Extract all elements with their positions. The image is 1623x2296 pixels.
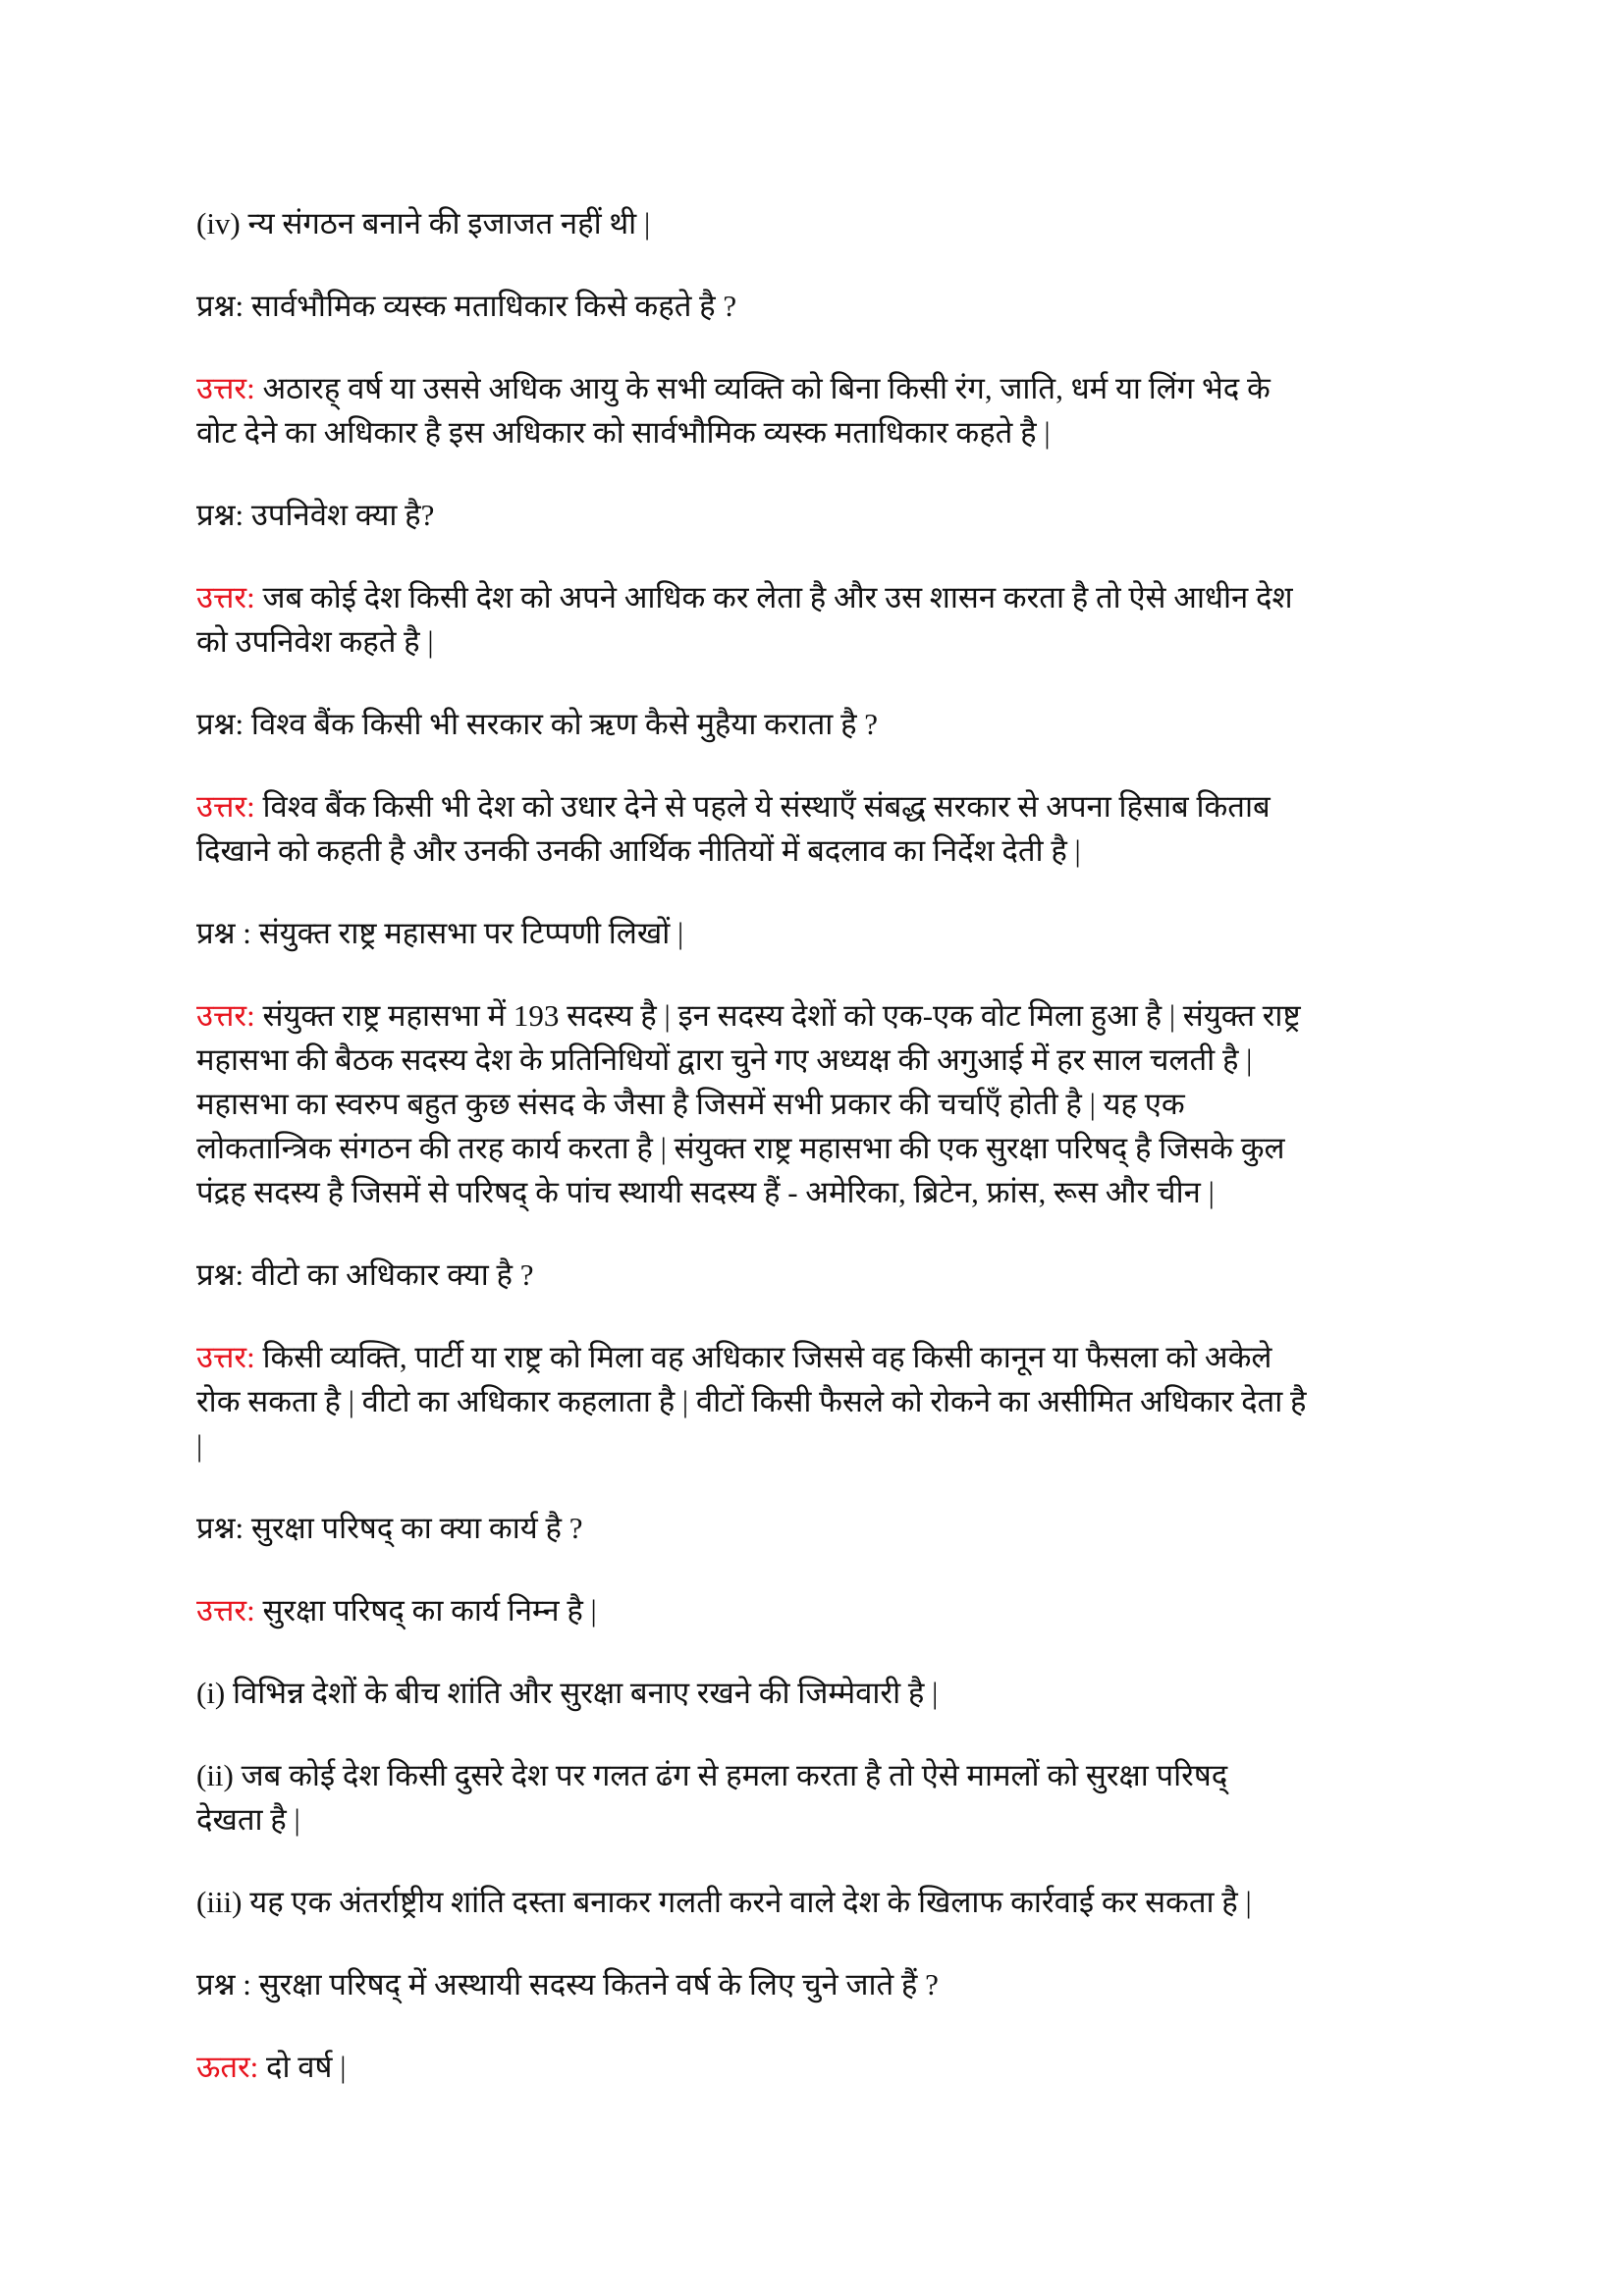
answer-paragraph [196, 2045, 1453, 2089]
question-paragraph [196, 284, 1453, 328]
text-paragraph [196, 1753, 1453, 1842]
text-line [196, 1126, 1453, 1170]
text-line [196, 784, 1453, 828]
line-text: प्रश्न: वीटो का अधिकार क्या है ? [196, 1257, 534, 1292]
question-paragraph [196, 493, 1453, 537]
line-text: विश्व बैंक किसी भी देश को उधार देने से पहले ये संस्थाएँ संबद्ध सरकार से अपना हिसाब किताब [254, 789, 1271, 824]
question-paragraph [196, 702, 1453, 746]
text-line [196, 1880, 1453, 1924]
line-text: जब कोई देश किसी देश को अपने आधिक कर लेता है और उस शासन करता है तो ऐसे आधीन देश [254, 580, 1293, 614]
line-text: प्रश्न : संयुक्त राष्ट्र महासभा पर टिप्पणी लिखों | [196, 916, 684, 950]
text-paragraph [196, 201, 1453, 245]
text-line [196, 993, 1453, 1038]
line-text: (iv) न्य संगठन बनाने की इजाजत नहीं थी | [196, 206, 651, 240]
answer-label: उत्तर: [196, 1340, 255, 1374]
line-text: दो वर्ष | [258, 2050, 347, 2084]
text-line [196, 1671, 1453, 1715]
line-text: (i) विभिन्न देशों के बीच शांति और सुरक्षा बनाए रखने की जिम्मेवारी है | [196, 1676, 939, 1710]
answer-paragraph [196, 575, 1453, 664]
line-text: प्रश्न: सुरक्षा परिषद् का क्या कार्य है ? [196, 1511, 583, 1545]
text-line [196, 1379, 1453, 1423]
text-paragraph [196, 1671, 1453, 1715]
document-page [196, 201, 1453, 2127]
text-line [196, 575, 1453, 619]
answer-label: उत्तर: [196, 789, 255, 824]
text-line [196, 2045, 1453, 2089]
line-text: प्रश्न: विश्व बैंक किसी भी सरकार को ऋण कैसे मुहैया कराता है ? [196, 707, 879, 741]
question-paragraph [196, 911, 1453, 955]
line-text: दिखाने को कहती है और उनकी उनकी आर्थिक नीतियों में बदलाव का निर्देश देती है | [196, 833, 1081, 868]
answer-label: उत्तर: [196, 580, 255, 614]
text-line [196, 1038, 1453, 1082]
text-line [196, 201, 1453, 245]
text-line [196, 284, 1453, 328]
line-text: | [196, 1428, 203, 1463]
text-line [196, 1335, 1453, 1379]
answer-paragraph [196, 784, 1453, 873]
answer-label: ऊतर: [196, 2050, 259, 2084]
line-text: प्रश्न : सुरक्षा परिषद् में अस्थायी सदस्य कितने वर्ष के लिए चुने जाते हैं ? [196, 1967, 939, 2002]
text-line [196, 366, 1453, 410]
line-text: अठारह् वर्ष या उससे अधिक आयु के सभी व्यक्ति को बिना किसी रंग, जाति, धर्म या लिंग भेद के [254, 371, 1271, 405]
answer-paragraph [196, 993, 1453, 1214]
text-line [196, 911, 1453, 955]
line-text: लोकतान्त्रिक संगठन की तरह कार्य करता है | संयुक्त राष्ट्र महासभा की एक सुरक्षा परिषद् है जिसके कुल [196, 1131, 1285, 1165]
text-line [196, 1423, 1453, 1468]
text-line [196, 1753, 1453, 1797]
text-line [196, 1170, 1453, 1214]
line-text: वोट देने का अधिकार है इस अधिकार को सार्वभौमिक व्यस्क मताधिकार कहते है | [196, 415, 1051, 450]
text-line [196, 1506, 1453, 1550]
text-line [196, 1962, 1453, 2006]
line-text: (iii) यह एक अंतर्राष्ट्रीय शांति दस्ता बनाकर गलती करने वाले देश के खिलाफ कार्रवाई कर सकता है | [196, 1885, 1252, 1919]
line-text: प्रश्न: उपनिवेश क्या है? [196, 498, 435, 532]
text-line [196, 1082, 1453, 1126]
line-text: प्रश्न: सार्वभौमिक व्यस्क मताधिकार किसे कहते है ? [196, 289, 737, 323]
line-text: संयुक्त राष्ट्र महासभा में 193 सदस्य है | इन सदस्य देशों को एक-एक वोट मिला हुआ है | संयुक्त राष्ट्र [254, 998, 1301, 1033]
answer-label: उत्तर: [196, 998, 255, 1033]
text-line [196, 702, 1453, 746]
line-text: (ii) जब कोई देश किसी दुसरे देश पर गलत ढंग से हमला करता है तो ऐसे मामलों को सुरक्षा परिषद् [196, 1758, 1228, 1792]
text-line [196, 1253, 1453, 1297]
question-paragraph [196, 1506, 1453, 1550]
line-text: रोक सकता है | वीटो का अधिकार कहलाता है | वीटों किसी फैसले को रोकने का असीमित अधिकार देता है [196, 1384, 1307, 1418]
text-paragraph [196, 1880, 1453, 1924]
line-text: किसी व्यक्ति, पार्टी या राष्ट्र को मिला वह अधिकार जिससे वह किसी कानून या फैसला को अकेले [254, 1340, 1272, 1374]
answer-label: उत्तर: [196, 1593, 255, 1628]
answer-label: उत्तर: [196, 371, 255, 405]
question-paragraph [196, 1253, 1453, 1297]
text-line [196, 1797, 1453, 1842]
line-text: पंद्रह सदस्य है जिसमें से परिषद् के पांच स्थायी सदस्य हैं - अमेरिका, ब्रिटेन, फ्रांस, रूस और चीन | [196, 1175, 1215, 1209]
text-line [196, 619, 1453, 664]
line-text: सुरक्षा परिषद् का कार्य निम्न है | [254, 1593, 597, 1628]
answer-paragraph [196, 366, 1453, 454]
question-paragraph [196, 1962, 1453, 2006]
answer-paragraph [196, 1588, 1453, 1632]
line-text: देखता है | [196, 1802, 300, 1837]
answer-paragraph [196, 1335, 1453, 1468]
text-line [196, 410, 1453, 454]
line-text: महासभा का स्वरुप बहुत कुछ संसद के जैसा है जिसमें सभी प्रकार की चर्चाएँ होती है | यह एक [196, 1087, 1185, 1121]
line-text: महासभा की बैठक सदस्य देश के प्रतिनिधियों द्वारा चुने गए अध्यक्ष की अगुआई में हर साल चलती है | [196, 1042, 1253, 1077]
text-line [196, 828, 1453, 873]
text-line [196, 1588, 1453, 1632]
line-text: को उपनिवेश कहते है | [196, 624, 434, 659]
text-line [196, 493, 1453, 537]
